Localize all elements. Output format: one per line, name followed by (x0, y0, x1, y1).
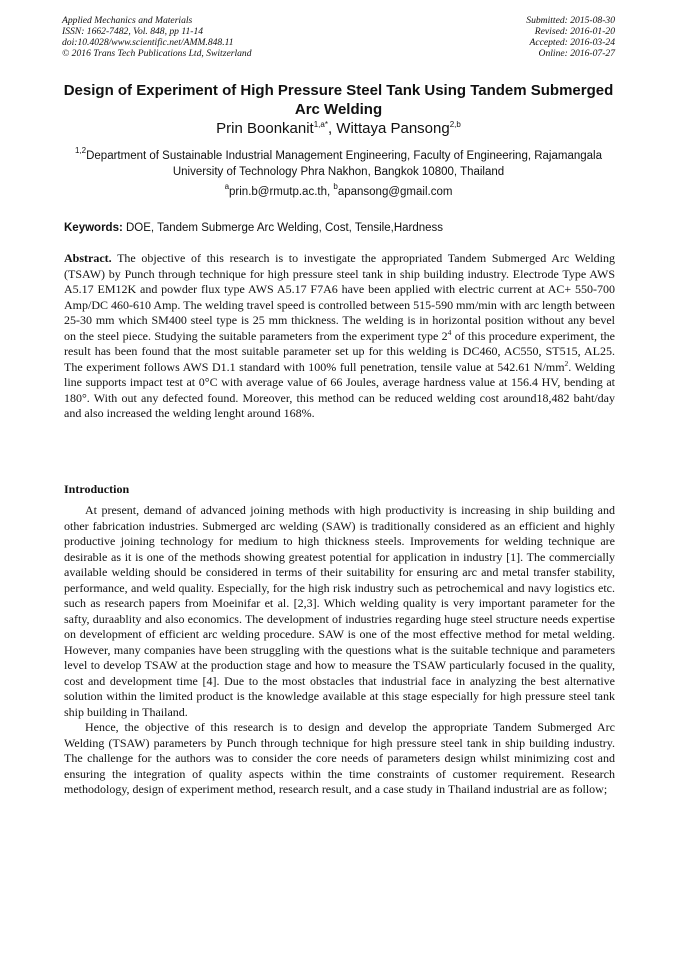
revised-date: Revised: 2016-01-20 (534, 26, 615, 37)
author-separator: , (327, 120, 337, 137)
abstract-text: The objective of this research is to investigate the appropriated Tandem Submerged Arc Welding (TSAW) by Punch through technique for high pressure steel tank in ship building industry. Electrode Type AWS A5.17 EM12K and powder flux type AWS A5.17 F7A6 have been applied with electric current at AC+ 550-700 Amp/DC 460-610 Amp. The welding travel speed is controlled between 515-590 mm/min with arc length between 25-30 mm which SM400 steel type is 25 mm thickness. The welding is in horizontal position without any bevel on the steel piece. Studying the suitable parameters from the experiment type 2 (64, 251, 615, 343)
journal-copyright: © 2016 Trans Tech Publications Ltd, Switzerland (62, 48, 252, 59)
email-link[interactable]: apansong@gmail.com (337, 186, 453, 198)
author-list (62, 120, 615, 138)
author-emails (62, 184, 615, 200)
submitted-date: Submitted: 2015-08-30 (526, 15, 615, 26)
submission-dates (355, 15, 615, 59)
online-date: Online: 2016-07-27 (538, 48, 615, 59)
abstract-text: . Welding line supports impact test at 0°C with average value of 66 Joules, average hardness value at 156.4 HV, bending at 180°. With out any defected found. Moreover, this method can be reduced welding cost around18,482 baht/day and also increased the welding lenght around 168%. (64, 359, 615, 420)
abstract-label: Abstract. (64, 251, 112, 265)
email-superscript: a (224, 182, 230, 191)
paragraph: Hence, the objective of this research is to design and develop the appropriate Tandem Submerged Arc Welding (TSAW) parameters by Punch through technique for high pressure steel tank in ship building industry. The challenge for the authors was to consider the core needs of parameters design whilst minimizing cost and ensuring the integration of quality aspects within the time constraints of customer requirement. Research methodology, design of experiment method, research result, and a case study in Thailand industrial are as follow; (64, 720, 615, 796)
abstract-unit-exponent: 2 (564, 358, 569, 368)
author-superscript: 2,b (449, 120, 461, 129)
journal-issn: ISSN: 1662-7482, Vol. 848, pp 11-14 (62, 26, 204, 37)
author-name: Wittaya Pansong (336, 120, 450, 137)
accepted-date: Accepted: 2016-03-24 (529, 37, 615, 48)
journal-doi: doi:10.4028/www.scientific.net/AMM.848.11 (62, 37, 234, 48)
journal-info (62, 15, 362, 59)
email-superscript: b (333, 182, 338, 191)
keywords-text: DOE, Tandem Submerge Arc Welding, Cost, Tensile,Hardness (122, 222, 444, 234)
paragraph: At present, demand of advanced joining methods with high productivity is increasing in ship building and other fabrication industries. Submerged arc welding (SAW) is traditionally considered as an efficient and highly productive joining technology for medium to high thickness steels. Improvements for welding technique are desirable as it is one of the methods showing greatest potential for application in industry [1]. The commercially available welding should be considered in terms of their suitability for ensuring arc and metal transfer stability, performance, and weld quality. Especially, for the high risk industry such as petrochemical and navy logistics etc. such as research papers from Moeinifar et al. [2,3]. Which welding quality is very important parameter for the safty, duraablity and also economics. The development of industries regarding huge steel structure needs expertise on development of efficient arc welding procedure. SAW is one of the most effective method for metal welding. However, many companies have been struggling with the questions what is the suitable technique and parameters level to develop TSAW at the production stage and how to measure the TSAW particularly focused in the quality, cost and development time [4]. Due to the most obstacles that industrial face in analyzing the best alternative solution within the limited product is the knowledge available at this stage especially for high pressure steel tank ship building in Thailand. (64, 503, 615, 719)
keywords-label: Keywords: (64, 222, 123, 234)
abstract-exponent: 4 (447, 327, 452, 337)
email-separator: , (326, 186, 334, 198)
introduction-body (64, 503, 615, 798)
journal-name: Applied Mechanics and Materials (62, 15, 193, 26)
keywords (64, 220, 615, 236)
abstract-text: of this procedure experiment, the result has been found that the most suitable parameter set up for this welding is DC460, AC550, ST515, AL25. The experiment follows AWS D1.1 standard with 100% full penetration, tensile value at 542.61 N/mm (64, 328, 615, 374)
affiliation-text: Department of Sustainable Industrial Management Engineering, Faculty of Engineering, Rajamangala University of Technology Phra Nakhon, Bangkok 10800, Thailand (86, 150, 602, 178)
paper-title: Design of Experiment of High Pressure Steel Tank Using Tandem Submerged Arc Welding (63, 82, 614, 118)
author-name: Prin Boonkanit (216, 120, 314, 137)
introduction-heading: Introduction (64, 482, 130, 496)
email-link[interactable]: prin.b@rmutp.ac.th (229, 186, 327, 198)
abstract (64, 251, 615, 422)
affiliation-superscript: 1,2 (74, 146, 87, 155)
author-superscript: 1,a* (313, 120, 328, 129)
affiliation (62, 148, 615, 180)
